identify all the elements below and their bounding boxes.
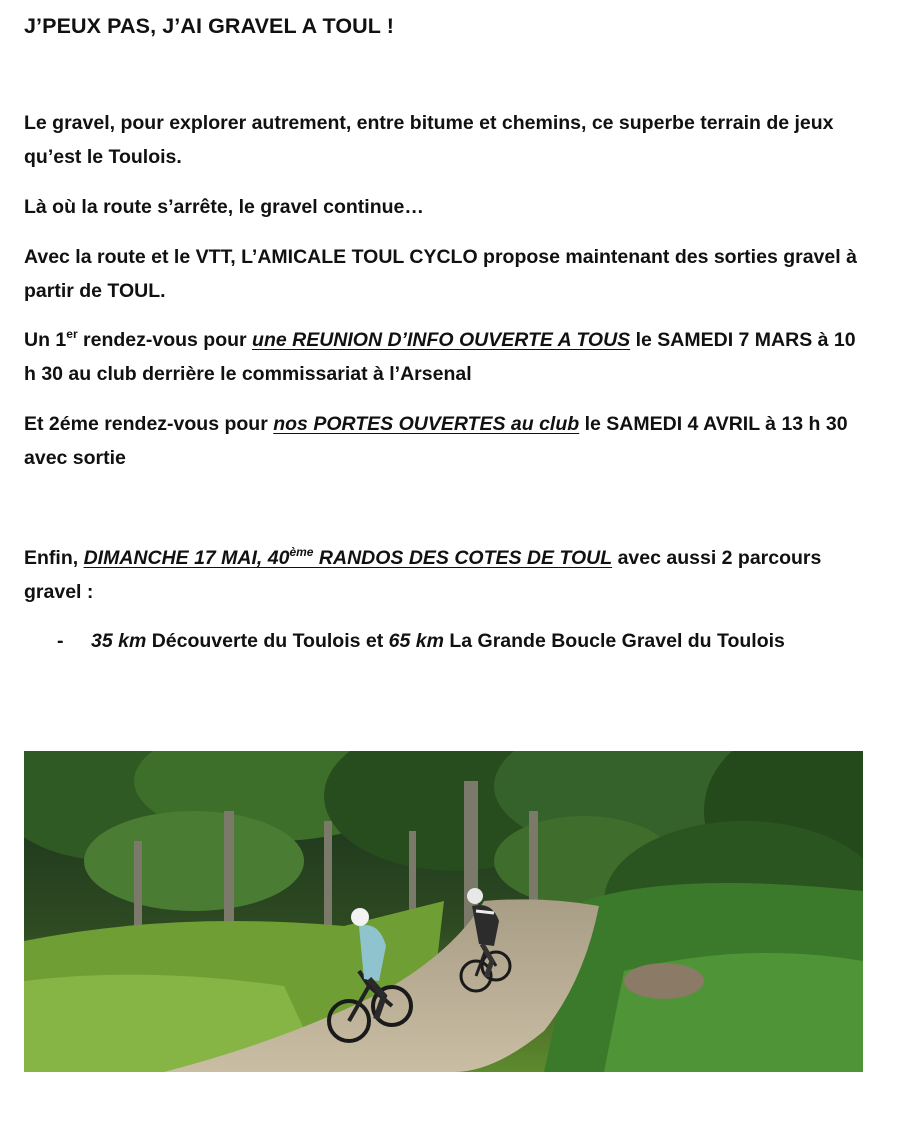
open-doors-paragraph: Et 2éme rendez-vous pour nos PORTES OUVERTES au club le SAMEDI 4 AVRIL à 13 h 30 avec sortie xyxy=(24,413,848,469)
open-doors-highlight: nos PORTES OUVERTES au club xyxy=(273,413,580,435)
tagline-paragraph: Là où la route s’arrête, le gravel continue… xyxy=(24,196,424,218)
rock xyxy=(624,963,704,999)
randos-highlight: DIMANCHE 17 MAI, 40ème RANDOS DES COTES DE TOUL xyxy=(83,545,613,569)
randos-paragraph: Enfin, DIMANCHE 17 MAI, 40ème RANDOS DES COTES DE TOUL avec aussi 2 parcours gravel : xyxy=(24,545,822,603)
page-title: J’PEUX PAS, J’AI GRAVEL A TOUL ! xyxy=(24,14,394,38)
intro-paragraph: Le gravel, pour explorer autrement, entre bitume et chemins, ce superbe terrain de jeux qu’est le Toulois. xyxy=(24,112,834,168)
route-description: 35 km Découverte du Toulois et 65 km La Grande Boucle Gravel du Toulois xyxy=(91,630,785,652)
forest-scene-illustration xyxy=(24,751,863,1072)
list-bullet: - xyxy=(57,630,64,652)
first-meeting-paragraph: Un 1er rendez-vous pour une REUNION D’INFO OUVERTE A TOUS le SAMEDI 7 MARS à 10 h 30 au club derrière le commissariat à l’Arsenal xyxy=(24,327,856,385)
info-meeting-highlight: une REUNION D’INFO OUVERTE A TOUS xyxy=(252,329,631,351)
gravel-cyclists-photo xyxy=(24,751,863,1072)
club-paragraph: Avec la route et le VTT, L’AMICALE TOUL CYCLO propose maintenant des sorties gravel à partir de TOUL. xyxy=(24,246,857,302)
